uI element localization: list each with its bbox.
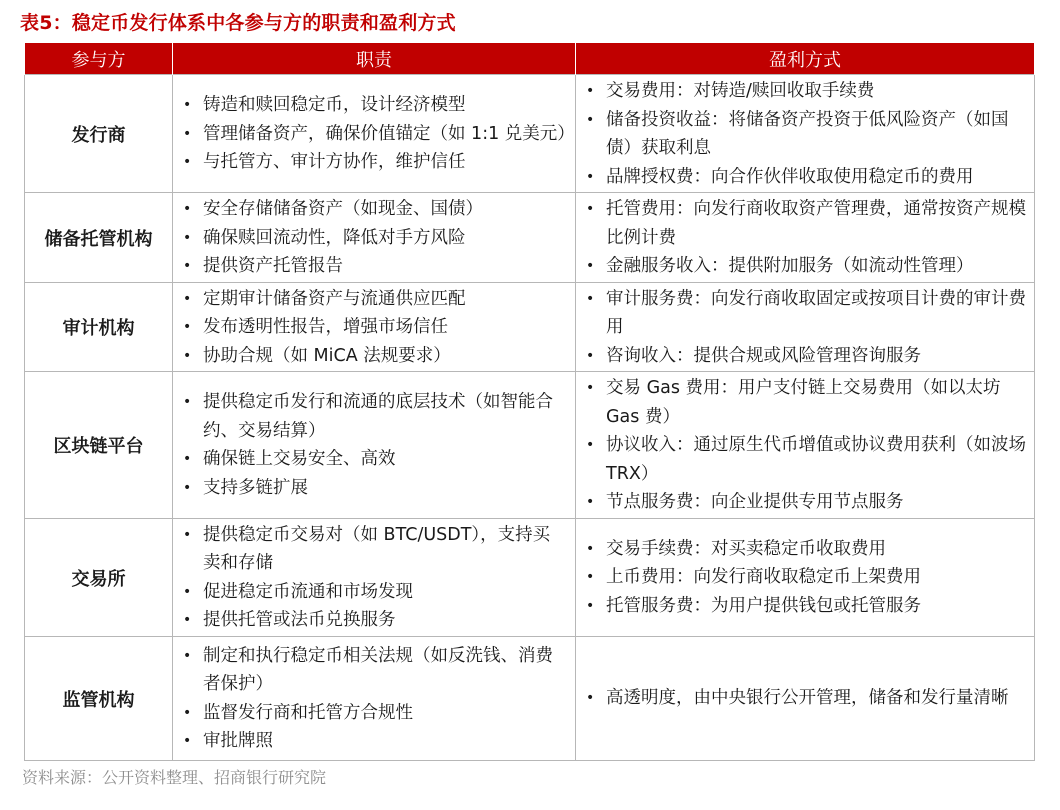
duty-item: • 提供资产托管报告 [173, 252, 575, 281]
party-cell: 监管机构 [25, 636, 173, 760]
header-profit: 盈利方式 [576, 43, 1035, 75]
header-party: 参与方 [25, 43, 173, 75]
profit-cell [576, 372, 1035, 519]
duty-item: • 发布透明性报告，增强市场信任 [173, 313, 575, 342]
party-cell: 审计机构 [25, 282, 173, 372]
table-row [25, 75, 1035, 193]
duty-item: • 确保赎回流动性，降低对手方风险 [173, 224, 575, 253]
header-duties: 职责 [173, 43, 576, 75]
profit-item: • 协议收入：通过原生代币增值或协议费用获利（如波场 TRX） [576, 431, 1034, 488]
profit-item: • 节点服务费：向企业提供专用节点服务 [576, 488, 1034, 517]
profit-cell [576, 636, 1035, 760]
profit-list [576, 195, 1034, 281]
participants-table [24, 43, 1035, 761]
profit-item: • 交易费用：对铸造/赎回收取手续费 [576, 77, 1034, 106]
profit-list [576, 285, 1034, 371]
party-cell: 储备托管机构 [25, 193, 173, 283]
duty-item: • 提供稳定币发行和流通的底层技术（如智能合约、交易结算） [173, 388, 575, 445]
party-cell: 发行商 [25, 75, 173, 193]
duties-cell [173, 193, 576, 283]
profit-item: • 审计服务费：向发行商收取固定或按项目计费的审计费用 [576, 285, 1034, 342]
duties-cell [173, 75, 576, 193]
duty-item: • 支持多链扩展 [173, 474, 575, 503]
profit-item: • 托管服务费：为用户提供钱包或托管服务 [576, 592, 1034, 621]
table-row [25, 282, 1035, 372]
table-row [25, 518, 1035, 636]
profit-list [576, 374, 1034, 517]
profit-item: • 储备投资收益：将储备资产投资于低风险资产（如国债）获取利息 [576, 106, 1034, 163]
profit-item: • 托管费用：向发行商收取资产管理费，通常按资产规模比例计费 [576, 195, 1034, 252]
duty-item: • 制定和执行稳定币相关法规（如反洗钱、消费者保护） [173, 642, 575, 699]
profit-list [576, 684, 1034, 713]
duty-item: • 与托管方、审计方协作，维护信任 [173, 148, 575, 177]
duties-cell [173, 372, 576, 519]
duties-list [173, 388, 575, 502]
profit-list [576, 77, 1034, 191]
profit-item: • 交易手续费：对买卖稳定币收取费用 [576, 535, 1034, 564]
duties-list [173, 195, 575, 281]
table-title: 表5：稳定币发行体系中各参与方的职责和盈利方式 [20, 12, 456, 34]
party-cell: 交易所 [25, 518, 173, 636]
profit-item: • 交易 Gas 费用：用户支付链上交易费用（如以太坊 Gas 费） [576, 374, 1034, 431]
profit-item: • 上币费用：向发行商收取稳定币上架费用 [576, 563, 1034, 592]
duty-item: • 提供托管或法币兑换服务 [173, 606, 575, 635]
profit-cell [576, 193, 1035, 283]
duty-item: • 管理储备资产，确保价值锚定（如 1:1 兑美元） [173, 120, 575, 149]
profit-cell [576, 75, 1035, 193]
profit-item: • 金融服务收入：提供附加服务（如流动性管理） [576, 252, 1034, 281]
duty-item: • 确保链上交易安全、高效 [173, 445, 575, 474]
profit-item: • 高透明度，由中央银行公开管理，储备和发行量清晰 [576, 684, 1034, 713]
source-note: 资料来源：公开资料整理、招商银行研究院 [22, 768, 327, 787]
duty-item: • 铸造和赎回稳定币，设计经济模型 [173, 91, 575, 120]
profit-item: • 咨询收入：提供合规或风险管理咨询服务 [576, 342, 1034, 371]
profit-list [576, 535, 1034, 621]
duty-item: • 定期审计储备资产与流通供应匹配 [173, 285, 575, 314]
duties-list [173, 642, 575, 756]
header-row [25, 43, 1035, 75]
profit-cell [576, 282, 1035, 372]
duty-item: • 审批牌照 [173, 727, 575, 756]
duty-item: • 协助合规（如 MiCA 法规要求） [173, 342, 575, 371]
duties-cell [173, 636, 576, 760]
duties-list [173, 521, 575, 635]
profit-item: • 品牌授权费：向合作伙伴收取使用稳定币的费用 [576, 163, 1034, 192]
party-cell: 区块链平台 [25, 372, 173, 519]
duties-list [173, 285, 575, 371]
duties-cell [173, 518, 576, 636]
table-row [25, 636, 1035, 760]
table-row [25, 193, 1035, 283]
duties-list [173, 91, 575, 177]
duty-item: • 安全存储储备资产（如现金、国债） [173, 195, 575, 224]
table-row [25, 372, 1035, 519]
duty-item: • 监督发行商和托管方合规性 [173, 699, 575, 728]
profit-cell [576, 518, 1035, 636]
duty-item: • 提供稳定币交易对（如 BTC/USDT），支持买卖和存储 [173, 521, 575, 578]
duties-cell [173, 282, 576, 372]
duty-item: • 促进稳定币流通和市场发现 [173, 578, 575, 607]
